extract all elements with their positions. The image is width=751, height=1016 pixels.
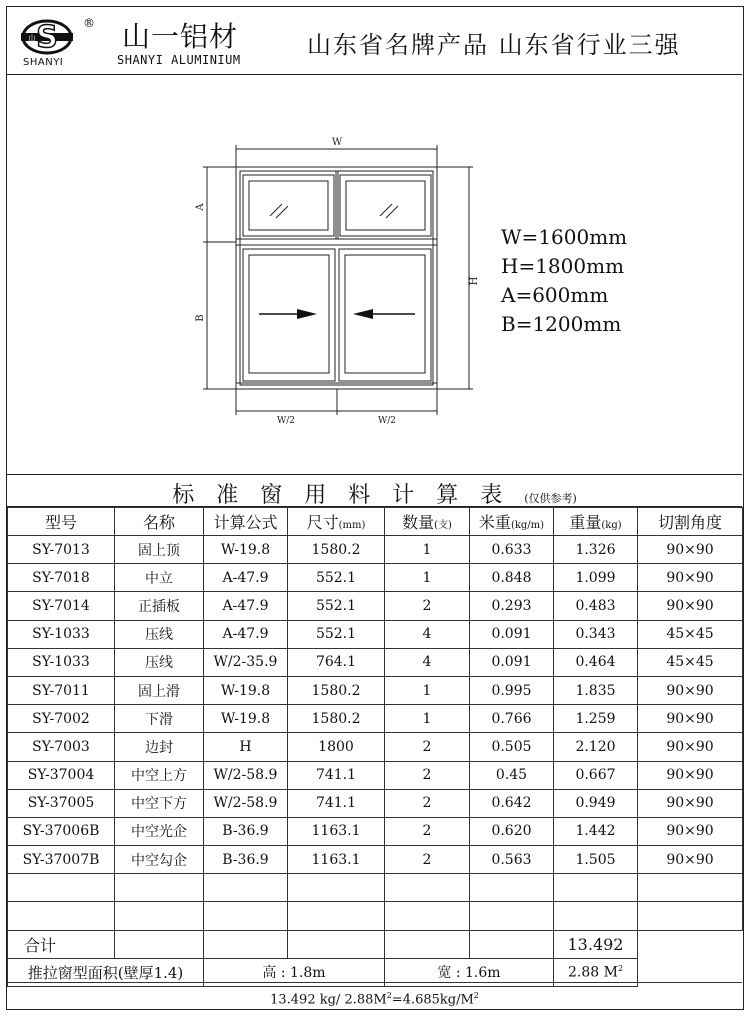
- cell-formula: A-47.9: [204, 620, 288, 648]
- summary-formula: 13.492 kg/ $2.88M^2=4.685kg/M^2$: [7, 982, 742, 1009]
- material-table: [7, 507, 743, 987]
- cell-formula: A-47.9: [204, 592, 288, 620]
- table-row: [8, 761, 743, 789]
- table-row: [8, 733, 743, 761]
- cell-angle: 90×90: [638, 564, 743, 592]
- cell-qty: 2: [385, 761, 470, 789]
- cell-angle: 90×90: [638, 789, 743, 817]
- cell-name: 固上滑: [115, 676, 204, 704]
- document-frame: [6, 6, 744, 1010]
- cell-name: 边封: [115, 733, 204, 761]
- cell-size: 764.1: [288, 648, 385, 676]
- dim-label-w: W: [331, 137, 343, 148]
- cell-weight: 0.949: [554, 789, 638, 817]
- cell-name: 压线: [115, 648, 204, 676]
- registered-mark: ®: [83, 16, 95, 30]
- table-title-row: [7, 475, 742, 507]
- cell-unit-weight: 0.45: [470, 761, 554, 789]
- table-row: [8, 564, 743, 592]
- cell-weight: 1.099: [554, 564, 638, 592]
- brand-chinese: 山一铝材: [122, 20, 239, 53]
- cell-qty: 4: [385, 620, 470, 648]
- dim-label-half-right: W/2: [377, 416, 397, 426]
- cell-model: SY-7003: [8, 733, 115, 761]
- table-row: [8, 846, 743, 874]
- table-row: [8, 620, 743, 648]
- cell-size: 741.1: [288, 789, 385, 817]
- cell-qty: 1: [385, 536, 470, 564]
- dimension-h: H=1800mm: [501, 254, 625, 278]
- cell-unit-weight: 0.091: [470, 648, 554, 676]
- cell-angle: 90×90: [638, 705, 743, 733]
- cell-weight: 0.464: [554, 648, 638, 676]
- table-header-row: [8, 508, 743, 536]
- cell-unit-weight: 0.293: [470, 592, 554, 620]
- table-title-note: (仅供参考): [524, 492, 577, 505]
- height-value: 高 : 1.8m: [204, 958, 385, 986]
- header: [7, 7, 742, 75]
- cell-size: 1163.1: [288, 846, 385, 874]
- header-unit-weight: 米重(kg/m): [470, 508, 554, 536]
- cell-formula: W/2-35.9: [204, 648, 288, 676]
- dimension-w: W=1600mm: [501, 225, 628, 249]
- slogan: 山东省名牌产品 山东省行业三强: [307, 31, 681, 59]
- cell-angle: 90×90: [638, 592, 743, 620]
- cell-weight: 1.326: [554, 536, 638, 564]
- cell-formula: B-36.9: [204, 846, 288, 874]
- cell-unit-weight: 0.620: [470, 817, 554, 845]
- cell-size: 741.1: [288, 761, 385, 789]
- cell-formula: H: [204, 733, 288, 761]
- logo-small-text: 山: [28, 34, 36, 42]
- table-title: 标准窗用料计算表: [172, 483, 525, 508]
- sliding-arrow-right-icon: [259, 309, 317, 319]
- cell-angle: 90×90: [638, 761, 743, 789]
- empty-row: [8, 874, 743, 902]
- logo-mark: S: [36, 20, 58, 55]
- cell-qty: 2: [385, 846, 470, 874]
- cell-qty: 2: [385, 733, 470, 761]
- header-model: 型号: [8, 508, 115, 536]
- header-weight: 重量(kg): [554, 508, 638, 536]
- cell-qty: 1: [385, 676, 470, 704]
- cell-name: 中空光企: [115, 817, 204, 845]
- table-row: [8, 676, 743, 704]
- cell-qty: 1: [385, 564, 470, 592]
- table-row: [8, 705, 743, 733]
- total-row: [8, 930, 743, 958]
- total-weight: 13.492: [554, 930, 638, 958]
- cell-unit-weight: 0.091: [470, 620, 554, 648]
- dim-label-h: H: [469, 276, 480, 286]
- cell-model: SY-37007B: [8, 846, 115, 874]
- cell-formula: W/2-58.9: [204, 761, 288, 789]
- cell-name: 正插板: [115, 592, 204, 620]
- header-formula: 计算公式: [204, 508, 288, 536]
- cell-size: 1800: [288, 733, 385, 761]
- brand-english: SHANYI ALUMINIUM: [117, 53, 241, 67]
- cell-size: 1580.2: [288, 676, 385, 704]
- cell-angle: 90×90: [638, 817, 743, 845]
- width-value: 宽 : 1.6m: [385, 958, 554, 986]
- cell-size: 1580.2: [288, 536, 385, 564]
- cell-weight: 0.667: [554, 761, 638, 789]
- cell-name: 中立: [115, 564, 204, 592]
- cell-unit-weight: 0.505: [470, 733, 554, 761]
- cell-name: 固上顶: [115, 536, 204, 564]
- cell-formula: W/2-58.9: [204, 789, 288, 817]
- cell-angle: 90×90: [638, 676, 743, 704]
- area-value: 2.88 $M^2$: [554, 958, 638, 986]
- cell-weight: 0.343: [554, 620, 638, 648]
- cell-unit-weight: 0.848: [470, 564, 554, 592]
- cell-name: 压线: [115, 620, 204, 648]
- cell-model: SY-7002: [8, 705, 115, 733]
- cell-model: SY-1033: [8, 648, 115, 676]
- sliding-arrow-left-icon: [353, 309, 415, 319]
- cell-unit-weight: 0.766: [470, 705, 554, 733]
- cell-unit-weight: 0.563: [470, 846, 554, 874]
- cell-qty: 1: [385, 705, 470, 733]
- cell-weight: 1.259: [554, 705, 638, 733]
- cell-angle: 90×90: [638, 733, 743, 761]
- dimension-list: [501, 223, 627, 339]
- table-row: [8, 536, 743, 564]
- empty-row: [8, 902, 743, 930]
- header-size: 尺寸(mm): [288, 508, 385, 536]
- dim-label-half-left: W/2: [276, 416, 296, 426]
- cell-name: 中空上方: [115, 761, 204, 789]
- cell-name: 中空勾企: [115, 846, 204, 874]
- cell-qty: 2: [385, 789, 470, 817]
- cell-model: SY-37004: [8, 761, 115, 789]
- total-label: 合计: [8, 930, 115, 958]
- cell-formula: B-36.9: [204, 817, 288, 845]
- cell-weight: 1.505: [554, 846, 638, 874]
- cell-model: SY-7013: [8, 536, 115, 564]
- logo-caption: SHANYI: [23, 57, 64, 68]
- cell-weight: 0.483: [554, 592, 638, 620]
- window-drawing: [7, 75, 742, 475]
- cell-model: SY-7018: [8, 564, 115, 592]
- cell-formula: A-47.9: [204, 564, 288, 592]
- cell-angle: 90×90: [638, 846, 743, 874]
- cell-formula: W-19.8: [204, 676, 288, 704]
- cell-name: 中空下方: [115, 789, 204, 817]
- cell-weight: 1.835: [554, 676, 638, 704]
- cell-angle: 90×90: [638, 536, 743, 564]
- cell-angle: 45×45: [638, 648, 743, 676]
- cell-model: SY-37006B: [8, 817, 115, 845]
- cell-size: 552.1: [288, 592, 385, 620]
- cell-unit-weight: 0.642: [470, 789, 554, 817]
- cell-qty: 2: [385, 817, 470, 845]
- cell-size: 1163.1: [288, 817, 385, 845]
- cell-unit-weight: 0.995: [470, 676, 554, 704]
- cell-model: SY-7011: [8, 676, 115, 704]
- header-qty: 数量(支): [385, 508, 470, 536]
- table-row: [8, 648, 743, 676]
- cell-model: SY-7014: [8, 592, 115, 620]
- dim-label-b: B: [195, 314, 206, 322]
- cell-weight: 2.120: [554, 733, 638, 761]
- window-elevation-diagram: [7, 75, 742, 475]
- cell-qty: 4: [385, 648, 470, 676]
- cell-formula: W-19.8: [204, 536, 288, 564]
- cell-size: 1580.2: [288, 705, 385, 733]
- cell-angle: 45×45: [638, 620, 743, 648]
- cell-qty: 2: [385, 592, 470, 620]
- table-row: [8, 817, 743, 845]
- cell-weight: 1.442: [554, 817, 638, 845]
- dimension-b: B=1200mm: [501, 312, 622, 336]
- dim-label-a: A: [195, 203, 206, 211]
- cell-size: 552.1: [288, 564, 385, 592]
- table-row: [8, 789, 743, 817]
- cell-formula: W-19.8: [204, 705, 288, 733]
- cell-name: 下滑: [115, 705, 204, 733]
- cell-size: 552.1: [288, 620, 385, 648]
- header-angle: 切割角度: [638, 508, 743, 536]
- table-row: [8, 592, 743, 620]
- area-label: 推拉窗型面积(壁厚1.4): [8, 958, 204, 986]
- dimension-a: A=600mm: [501, 283, 609, 307]
- cell-model: SY-37005: [8, 789, 115, 817]
- cell-unit-weight: 0.633: [470, 536, 554, 564]
- cell-model: SY-1033: [8, 620, 115, 648]
- header-name: 名称: [115, 508, 204, 536]
